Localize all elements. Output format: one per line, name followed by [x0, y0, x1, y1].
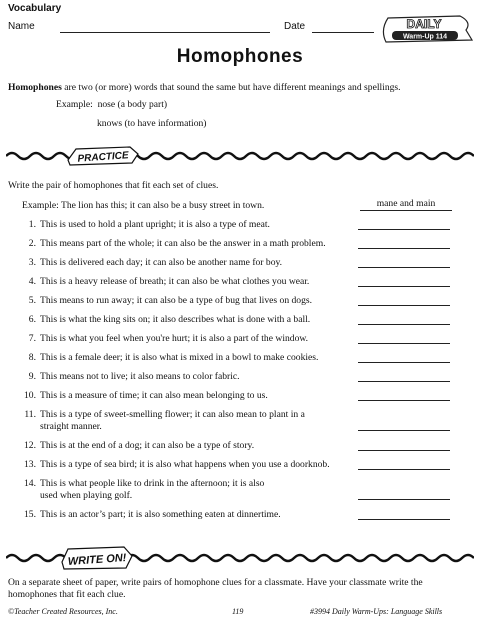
write-on-instructions: On a separate sheet of paper, write pairs of homophone clues for a classmate. Have your classmate write the homophones that fit each clue.	[8, 577, 423, 600]
instructions: Write the pair of homophones that fit each set of clues.	[8, 180, 219, 191]
page-title: Homophones	[176, 46, 304, 67]
question-13: 13. This is a type of sea bird; it is also what happens when you use a doorknob.	[24, 459, 330, 470]
answer-line-3[interactable]	[358, 267, 450, 268]
answer-line-14[interactable]	[358, 499, 450, 500]
answer-line-8[interactable]	[358, 362, 450, 363]
example-label: Example:	[56, 99, 93, 110]
question-7: 7. This is what you feel when you're hurt; it is also a part of the window.	[28, 333, 309, 344]
question-2: 2. This means part of the whole; it can also be the answer in a math problem.	[28, 238, 326, 249]
answer-line-1[interactable]	[358, 229, 450, 230]
definition-example	[56, 99, 167, 110]
section-label: Vocabulary	[8, 3, 62, 14]
example-clue: Example: The lion has this; it can also be a busy street in town.	[22, 200, 265, 211]
question-12: 12. This is at the end of a dog; it can also be a type of story.	[24, 440, 255, 451]
answer-line-11[interactable]	[358, 430, 450, 431]
question-5: 5. This means to run away; it can also be a type of bug that lives on dogs.	[28, 295, 313, 306]
practice-divider	[6, 146, 474, 166]
question-6: 6. This is what the king sits on; it also describes what is done with a ball.	[28, 314, 311, 325]
badge-title: DAILY	[406, 17, 442, 31]
name-field[interactable]	[60, 32, 270, 33]
footer-copyright: ©Teacher Created Resources, Inc.	[8, 607, 118, 616]
question-14: 14. This is what people like to drink in the afternoon; it is also used when playing golf.	[24, 478, 265, 501]
date-field[interactable]	[312, 32, 374, 33]
answer-line-5[interactable]	[358, 305, 450, 306]
footer-page-number: 119	[232, 607, 244, 616]
answer-line-9[interactable]	[358, 381, 450, 382]
daily-warmup-badge	[380, 14, 474, 44]
name-label: Name	[8, 21, 35, 32]
question-4: 4. This is a heavy release of breath; it can also be what clothes you wear.	[28, 276, 310, 287]
question-3: 3. This is delivered each day; it can also be another name for boy.	[28, 257, 283, 268]
practice-label: PRACTICE	[77, 150, 129, 165]
answer-line-10[interactable]	[358, 400, 450, 401]
question-1: 1. This is used to hold a plant upright; it is also a type of meat.	[28, 219, 270, 230]
question-15: 15. This is an actor’s part; it is also something eaten at dinnertime.	[24, 509, 281, 520]
write-on-divider	[6, 546, 474, 570]
name-date-row	[8, 21, 388, 35]
example-line-1: nose (a body part)	[97, 99, 168, 110]
answer-line-7[interactable]	[358, 343, 450, 344]
definition-text: are two (or more) words that sound the same but have different meanings and spellings.	[61, 82, 401, 93]
answer-line-2[interactable]	[358, 248, 450, 249]
date-label: Date	[284, 21, 306, 32]
answer-line-15[interactable]	[358, 519, 450, 520]
question-11: 11. This is a type of sweet-smelling flower; it can also mean to plant in a straight manner.	[24, 409, 305, 432]
answer-line-12[interactable]	[358, 450, 450, 451]
question-8: 8. This is a female deer; it is also what is mixed in a bowl to make cookies.	[28, 352, 319, 363]
footer-book-title: #3994 Daily Warm-Ups: Language Skills	[310, 607, 443, 616]
definition	[8, 82, 474, 94]
example-line-2: knows (to have information)	[97, 118, 207, 129]
example-answer: mane and main	[360, 198, 452, 211]
badge-number: Warm-Up 114	[402, 33, 448, 41]
question-10: 10. This is a measure of time; it can also mean belonging to us.	[24, 390, 268, 401]
answer-line-6[interactable]	[358, 324, 450, 325]
definition-term: Homophones	[8, 82, 62, 93]
answer-line-13[interactable]	[358, 469, 450, 470]
answer-line-4[interactable]	[358, 286, 450, 287]
write-on-label: WRITE ON!	[67, 551, 127, 569]
question-9: 9. This means not to live; it also means to color fabric.	[28, 371, 240, 382]
